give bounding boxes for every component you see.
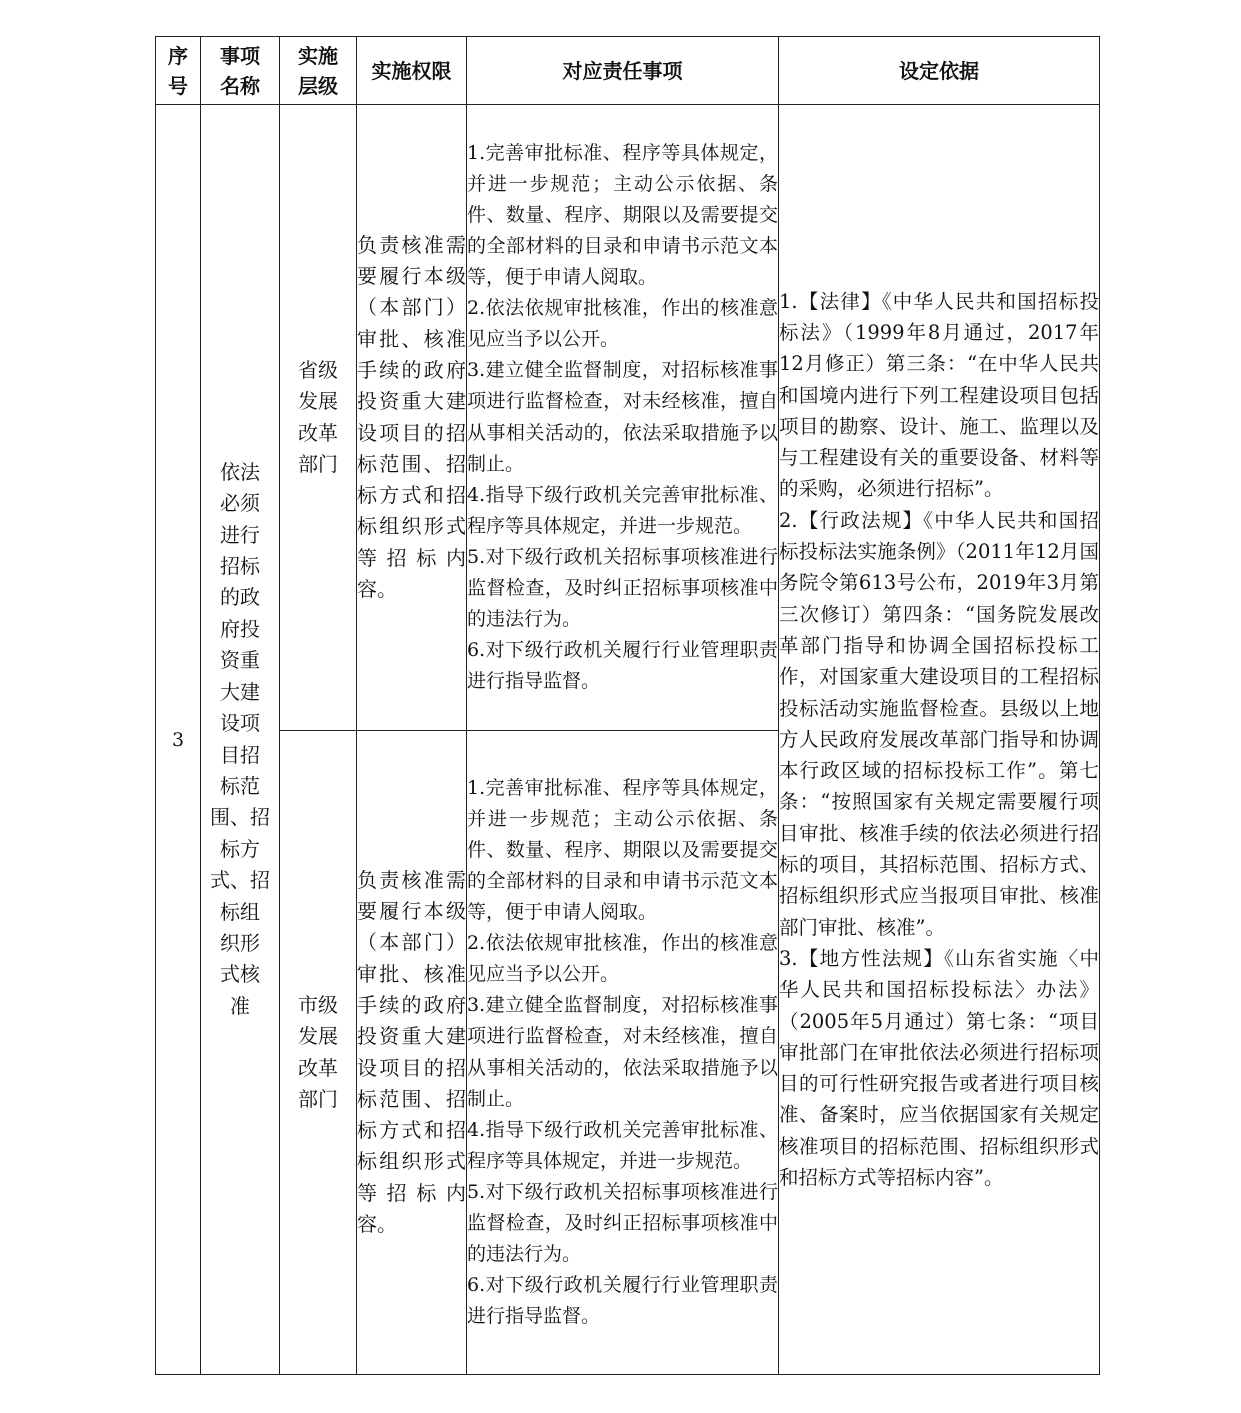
level-lines-municipal [280,990,356,1116]
header-seq [156,37,201,105]
item-name-line: 式核 [220,962,260,987]
responsibility-list-municipal [467,773,778,1333]
level-cell-provincial [280,105,357,731]
responsibility-item: 5.对下级行政机关招标事项核准进行监督检查，及时纠正招标事项核准中的违法行为。 [467,1180,778,1266]
responsibility-item: 2.依法依规审批核准，作出的核准意见应当予以公开。 [467,932,778,986]
item-name-lines [201,457,279,1022]
authority-cell-municipal: 负责核准需要履行本级（本部门）审批、核准手续的政府投资重大建设项目的招标范围、招标方式和招标组织形式等招标内容。 [357,731,467,1375]
table-row-provincial [156,105,1100,731]
basis-cell [779,105,1100,1375]
item-name-line: 必须 [220,491,260,516]
level-line: 省级 [298,357,338,382]
item-name-line: 大建 [220,679,260,704]
header-row [156,37,1100,105]
header-seq-line: 号 [168,73,188,98]
responsibility-item: 4.指导下级行政机关完善审批标准、程序等具体规定，并进一步规范。 [467,1118,778,1172]
responsibility-table [155,36,1100,1375]
item-name-line: 府投 [220,616,260,641]
header-item-name-line: 事项 [220,43,260,68]
responsibility-cell-municipal [467,731,779,1375]
item-name-line: 标方 [220,836,260,861]
item-name-line: 织形 [220,930,260,955]
level-lines-provincial [280,355,356,481]
level-line: 改革 [298,420,338,445]
responsibility-item: 6.对下级行政机关履行行业管理职责进行指导监督。 [467,639,778,693]
responsibility-item: 1.完善审批标准、程序等具体规定，并进一步规范；主动公示依据、条件、数量、程序、期限以及需要提交的全部材料的目录和申请书示范文本等，便于申请人阅取。 [467,141,778,289]
header-item-name [201,37,280,105]
responsibility-item: 2.依法依规审批核准，作出的核准意见应当予以公开。 [467,297,778,351]
seq-cell: 3 [156,105,201,1375]
authority-cell-provincial: 负责核准需要履行本级（本部门）审批、核准手续的政府投资重大建设项目的招标范围、招标方式和招标组织形式等招标内容。 [357,105,467,731]
responsibility-item: 3.建立健全监督制度，对招标核准事项进行监督检查，对未经核准，擅自从事相关活动的，依法采取措施予以制止。 [467,994,778,1110]
item-name-line: 准 [230,993,250,1018]
responsibility-cell-provincial [467,105,779,731]
header-item-name-line: 名称 [220,73,260,98]
item-name-line: 标组 [220,899,260,924]
item-name-line: 招标 [220,554,260,579]
basis-list [779,286,1099,1194]
header-level [280,37,357,105]
level-cell-municipal [280,731,357,1375]
item-name-line: 目招 [220,742,260,767]
basis-item: 1.【法律】《中华人民共和国招标投标法》（1999年8月通过，2017年12月修正）第三条：“在中华人民共和国境内进行下列工程建设项目包括项目的勘察、设计、施工、监理以及与工程建设有关的重要设备、材料等的采购，必须进行招标”。 [779,289,1099,501]
level-line: 发展 [298,1024,338,1049]
responsibility-item: 6.对下级行政机关履行行业管理职责进行指导监督。 [467,1274,778,1328]
header-basis: 设定依据 [779,37,1100,105]
item-name-line: 标范 [220,773,260,798]
item-name-cell [201,105,280,1375]
responsibility-item: 5.对下级行政机关招标事项核准进行监督检查，及时纠正招标事项核准中的违法行为。 [467,545,778,631]
item-name-line: 设项 [220,711,260,736]
level-line: 发展 [298,389,338,414]
level-line: 市级 [298,992,338,1017]
header-level-line: 实施 [298,43,338,68]
item-name-line: 式、招 [210,868,270,893]
item-name-line: 进行 [220,522,260,547]
item-name-line: 资重 [220,648,260,673]
responsibility-item: 1.完善审批标准、程序等具体规定，并进一步规范；主动公示依据、条件、数量、程序、期限以及需要提交的全部材料的目录和申请书示范文本等，便于申请人阅取。 [467,776,778,924]
header-seq-line: 序 [168,43,188,68]
item-name-line: 的政 [220,585,260,610]
item-name-line: 围、招 [210,805,270,830]
responsibility-item: 4.指导下级行政机关完善审批标准、程序等具体规定，并进一步规范。 [467,483,778,537]
responsibility-item: 3.建立健全监督制度，对招标核准事项进行监督检查，对未经核准，擅自从事相关活动的，依法采取措施予以制止。 [467,359,778,475]
level-line: 部门 [298,1086,338,1111]
basis-item: 3.【地方性法规】《山东省实施〈中华人民共和国招标投标法〉办法》（2005年5月通过）第七条：“项目审批部门在审批依法必须进行招标项目的可行性研究报告或者进行项目核准、备案时，应当依据国家有关规定核准项目的招标范围、招标组织形式和招标方式等招标内容”。 [779,946,1099,1189]
header-responsibility: 对应责任事项 [467,37,779,105]
level-line: 改革 [298,1055,338,1080]
header-authority: 实施权限 [357,37,467,105]
basis-item: 2.【行政法规】《中华人民共和国招标投标法实施条例》（2011年12月国务院令第613号公布，2019年3月第三次修订）第四条：“国务院发展改革部门指导和协调全国招标投标工作，对国家重大建设项目的工程招标投标活动实施监督检查。县级以上地方人民政府发展改革部门指导和协调本行政区域的招标投标工作”。第七条：“按照国家有关规定需要履行项目审批、核准手续的依法必须进行招标的项目，其招标范围、招标方式、招标组织形式应当报项目审批、核准部门审批、核准”。 [779,508,1099,939]
responsibility-list-provincial [467,138,778,698]
header-level-line: 层级 [298,73,338,98]
level-line: 部门 [298,451,338,476]
item-name-line: 依法 [220,459,260,484]
